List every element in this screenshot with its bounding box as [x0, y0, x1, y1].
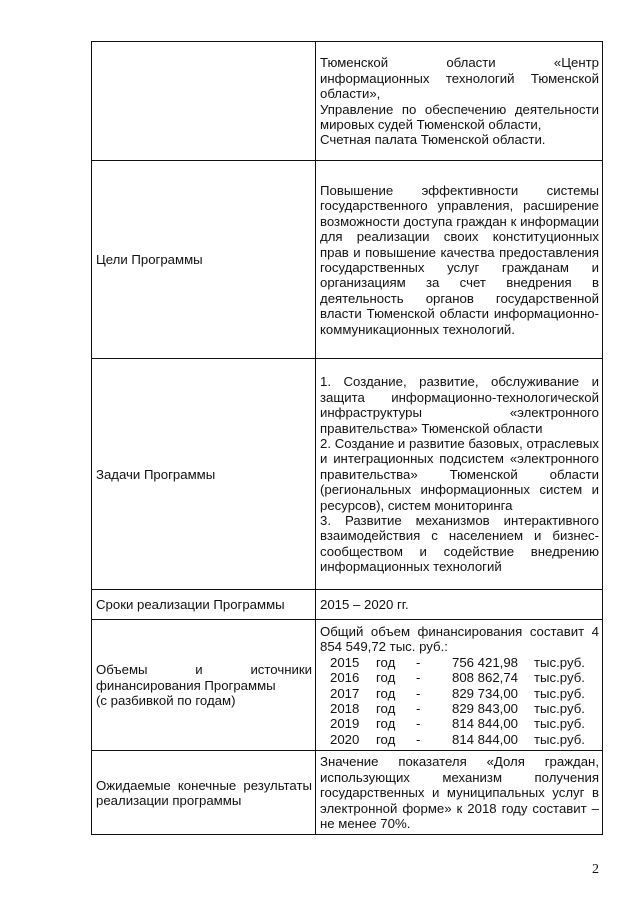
dash: -: [416, 685, 421, 701]
amount: 814 844,00: [452, 716, 519, 732]
year: 2015: [330, 654, 360, 670]
year: 2017: [330, 685, 360, 701]
funding-year-row: [330, 701, 599, 716]
unit: тыс.руб.: [534, 654, 585, 670]
task-item: 1. Создание, развитие, обслуживание и защита информационно-технологической инфраструктуры «электронного правительства» Тюменской области: [320, 374, 599, 436]
amount: 808 862,74: [452, 670, 519, 686]
results-label: Ожидаемые конечные результаты реализации программы: [92, 751, 316, 835]
funding-label-line: Объемы и источники: [96, 662, 312, 678]
amount: 756 421,98: [452, 654, 519, 670]
unit: тыс.руб.: [534, 716, 585, 732]
task-item: 3. Развитие механизмов интерактивного взаимодействия с населением и бизнес-сообществом и содействие внедрению информационных технологий: [320, 513, 599, 575]
year-word: год: [376, 654, 396, 670]
funding-year-row: [330, 670, 599, 685]
table-row: [92, 42, 603, 161]
executor-line: Управление по обеспечению деятельности мировых судей Тюменской области,: [320, 101, 599, 132]
goals-value: Повышение эффективности системы государственного управления, расширение возможности доступа граждан к информации для реализации своих конституционных прав и повышение качества предоставления государственных услуг гражданам и организациям за счет внедрения в деятельность органов государственной власти Тюменской области информационно-коммуникационных технологий.: [316, 161, 603, 359]
row-label-empty: [92, 42, 316, 161]
unit: тыс.руб.: [534, 731, 585, 747]
table-row: [92, 620, 603, 751]
year-word: год: [376, 670, 396, 686]
funding-years: [330, 655, 599, 747]
executor-line: Тюменской области «Центр информационных технологий Тюменской области»,: [320, 55, 599, 102]
amount: 829 843,00: [452, 700, 519, 716]
table-row: [92, 751, 603, 835]
funding-label-line: финансирования Программы: [96, 677, 276, 693]
year-word: год: [376, 700, 396, 716]
tasks-label: Задачи Программы: [92, 359, 316, 590]
task-item: 2. Создание и развитие базовых, отраслевых и интеграционных подсистем «электронного правительства» Тюменской области (региональных информационных систем и ресурсов), систем мониторинга: [320, 435, 599, 513]
year: 2016: [330, 670, 360, 686]
dash: -: [416, 716, 421, 732]
unit: тыс.руб.: [534, 700, 585, 716]
funding-year-row: [330, 686, 599, 701]
unit: тыс.руб.: [534, 670, 585, 686]
tasks-value: [316, 359, 603, 590]
funding-intro: Общий объем финансирования составит 4 854 549,72 тыс. руб.:: [320, 623, 599, 655]
goals-label: Цели Программы: [92, 161, 316, 359]
period-label: Сроки реализации Программы: [92, 590, 316, 620]
funding-label-line: (с разбивкой по годам): [96, 693, 236, 709]
funding-label: [92, 620, 316, 751]
funding-value: [316, 620, 603, 751]
executor-line: Счетная палата Тюменской области.: [320, 132, 546, 148]
amount: 829 734,00: [452, 685, 519, 701]
funding-year-row: [330, 716, 599, 731]
table-row: [92, 590, 603, 620]
year-word: год: [376, 716, 396, 732]
unit: тыс.руб.: [534, 685, 585, 701]
year-word: год: [376, 685, 396, 701]
year-word: год: [376, 731, 396, 747]
year: 2018: [330, 700, 360, 716]
results-value: Значение показателя «Доля граждан, использующих механизм получения государственных и муниципальных услуг в электронной форме» к 2018 году составит – не менее 70%.: [316, 751, 603, 835]
page-number: 2: [592, 862, 599, 877]
program-passport-table: [91, 41, 603, 835]
table-row: [92, 359, 603, 590]
year: 2019: [330, 716, 360, 732]
funding-year-row: [330, 655, 599, 670]
dash: -: [416, 670, 421, 686]
dash: -: [416, 731, 421, 747]
table-row: [92, 161, 603, 359]
funding-year-row: [330, 732, 599, 747]
amount: 814 844,00: [452, 731, 519, 747]
executors-cell: [316, 42, 603, 161]
year: 2020: [330, 731, 360, 747]
dash: -: [416, 654, 421, 670]
period-value: 2015 – 2020 гг.: [316, 590, 603, 620]
dash: -: [416, 700, 421, 716]
